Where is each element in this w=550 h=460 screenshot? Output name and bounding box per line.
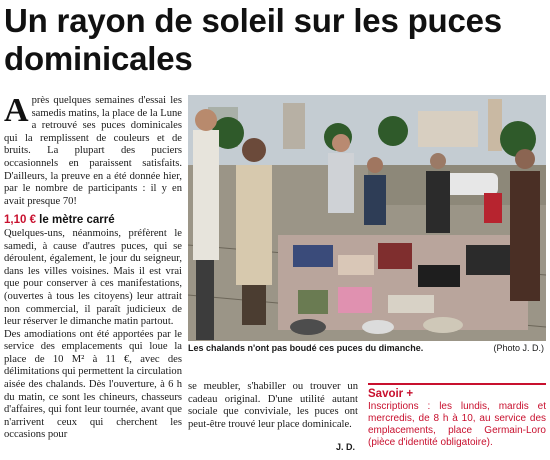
photo-credit: (Photo J. D.) [493, 343, 544, 353]
paragraph-mid: se meubler, s'habiller ou trouver un cadeau original. D'une utilité autant sociale que conviviale, les puces ont peut-être trouvé leur place dominicale. [188, 381, 358, 430]
paragraph-3: Des amodiations ont été apportées par le service des emplacements qui loue la place de 10 M² à 11 €, avec des délimitations qui permettent la circulation aisée des chalands. Dès l'ouverture, à 6 h du matin, ce sont les chineurs, chasseurs d'affaires, qui font leur tournée, avant que n'arrivent ceux qui cherchent les occasions pour [4, 328, 182, 441]
paragraph-2: Quelques-uns, néanmoins, préfèrent le samedi, à cause d'autres puces, qui se déroulent, également, le jour du seigneur, dans les villes voisines. Mais il est vrai que pour conserver à ces manifestations, (ouvertes à tous les citoyens) leur attrait non commercial, il paraît judicieux de leur réserver le dimanche matin partout. [4, 227, 182, 328]
photo-caption [188, 343, 546, 353]
article-column-middle [188, 381, 358, 431]
article-headline: Un rayon de soleil sur les puces dominicales [4, 2, 502, 77]
subheading-text: le mètre carré [35, 214, 115, 227]
lead-paragraph [4, 92, 182, 208]
savoir-plus-text: Inscriptions : les lundis, mardis et mercredis, de 8 h à 10, au service des emplacements, place Germain-Loro (pièce d'identité obligatoire). [368, 401, 546, 448]
savoir-plus-title: Savoir + [368, 388, 414, 400]
lead-text: près quelques semaines d'essai les samedis matins, la place de la Lune a retrouvé ses puces dominicales qui la remplissent de couleurs et de bruits. La plupart des puciers occasionnels en paraissent satisfaits. D'ailleurs, la preuve en a été donnée hier, par le nombre de participants : il y en avait presque 70! [4, 95, 182, 207]
caption-text: Les chalands n'ont pas boudé ces puces du dimanche. [188, 343, 424, 353]
savoir-plus-box [368, 383, 546, 449]
article-column-left [4, 92, 182, 442]
subheading-price: 1,10 € [4, 214, 36, 227]
author-signature: J. D. [336, 442, 356, 452]
flea-market-scene-illustration [188, 95, 546, 341]
subheading [4, 214, 182, 227]
market-photo [188, 95, 546, 341]
dropcap: A [4, 92, 29, 129]
